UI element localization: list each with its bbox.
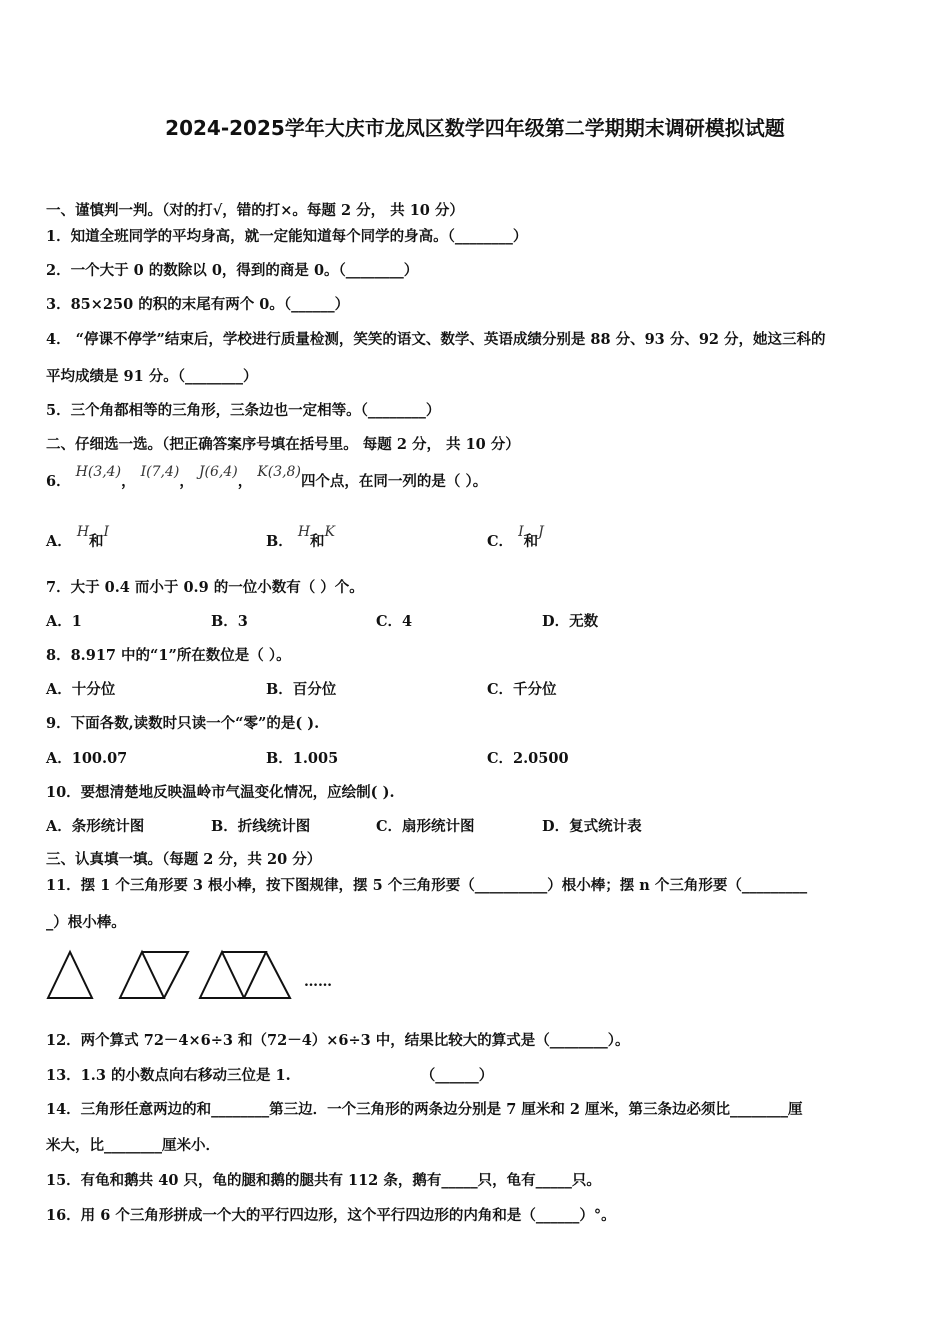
q10-option-b: B．折线统计图 <box>211 818 311 835</box>
question-4-line-2: 平均成绩是 91 分。（________） <box>46 368 258 385</box>
continuation-dots: …… <box>304 974 332 990</box>
page-title: 2024-2025学年大庆市龙凤区数学四年级第二学期期末调研模拟试题 <box>165 116 785 140</box>
q8-option-a: A．十分位 <box>46 681 116 698</box>
question-5: 5．三个角都相等的三角形，三条边也一定相等。（________） <box>46 402 441 419</box>
option-point: H <box>76 524 90 540</box>
section-1-heading: 一、谨慎判一判。（对的打√，错的打×。每题 2 分， 共 10 分） <box>46 202 464 219</box>
question-4-line-1: 4． “停课不停学”结束后，学校进行质量检测，笑笑的语文、数学、英语成绩分别是 88 分、93 分、92 分，她这三科的 <box>46 331 826 348</box>
question-13-blank: （______） <box>420 1067 494 1084</box>
question-6 <box>46 464 488 492</box>
q7-option-b: B．3 <box>211 613 248 630</box>
separator: ， <box>121 473 136 490</box>
q9-option-c: C．2.0500 <box>487 750 569 767</box>
q7-option-c: C．4 <box>376 613 413 630</box>
option-label: B． <box>266 533 293 550</box>
triangle-figure-2 <box>120 952 188 998</box>
question-15: 15．有龟和鹅共 40 只，龟的腿和鹅的腿共有 112 条，鹅有_____只，龟有_____只。 <box>46 1172 601 1189</box>
question-9: 9．下面各数,读数时只读一个“零”的是( ). <box>46 715 320 732</box>
q10-option-d: D．复式统计表 <box>542 818 642 835</box>
q9-option-a: A．100.07 <box>46 750 128 767</box>
question-1: 1．知道全班同学的平均身高，就一定能知道每个同学的身高。（________） <box>46 228 528 245</box>
and-text: 和 <box>89 533 104 550</box>
question-13 <box>46 1066 493 1086</box>
triangle-figure-3 <box>200 952 290 998</box>
option-label: C． <box>487 533 514 550</box>
option-point: J <box>538 524 544 540</box>
section-3-heading: 三、认真填一填。（每题 2 分，共 20 分） <box>46 851 322 868</box>
option-point: I <box>103 524 110 540</box>
q6-option-a <box>46 524 110 552</box>
question-8: 8．8.917 中的“1”所在数位是（ ）。 <box>46 647 291 664</box>
q6-option-b <box>266 524 336 552</box>
question-14-line-1: 14．三角形任意两边的和________第三边．一个三角形的两条边分别是 7 厘米和 2 厘米，第三条边必须比________厘 <box>46 1101 803 1118</box>
point-h: H(3,4) <box>75 464 122 480</box>
separator: ， <box>237 473 253 490</box>
question-6-tail: 四个点，在同一列的是（ ）。 <box>300 473 488 490</box>
question-16: 16．用 6 个三角形拼成一个大的平行四边形，这个平行四边形的内角和是（______）°。 <box>46 1207 616 1224</box>
section-2-heading: 二、仔细选一选。（把正确答案序号填在括号里。 每题 2 分， 共 10 分） <box>46 436 520 453</box>
and-text: 和 <box>310 533 325 550</box>
question-3: 3．85×250 的积的末尾有两个 0。（______） <box>46 296 350 313</box>
q8-option-c: C．千分位 <box>487 681 557 698</box>
question-13-text: 13．1.3 的小数点向右移动三位是 1. <box>46 1067 291 1084</box>
q9-option-b: B．1.005 <box>266 750 339 767</box>
question-7: 7．大于 0.4 而小于 0.9 的一位小数有（ ）个。 <box>46 579 364 596</box>
and-text: 和 <box>523 533 539 550</box>
option-label: A． <box>46 533 72 550</box>
point-i: I(7,4) <box>140 464 180 480</box>
q10-option-c: C．扇形统计图 <box>376 818 475 835</box>
separator: ， <box>179 473 194 490</box>
q6-option-c <box>487 524 544 552</box>
point-k: K(3,8) <box>257 464 301 480</box>
triangle-figure-1 <box>48 952 92 998</box>
option-point: K <box>324 524 336 540</box>
question-10: 10．要想清楚地反映温岭市气温变化情况，应绘制( ). <box>46 784 395 801</box>
q10-option-a: A．条形统计图 <box>46 818 145 835</box>
point-j: J(6,4) <box>198 464 238 480</box>
question-2: 2．一个大于 0 的数除以 0，得到的商是 0。（________） <box>46 262 419 279</box>
q8-option-b: B．百分位 <box>266 681 337 698</box>
option-point: I <box>518 524 524 540</box>
q7-option-a: A．1 <box>46 613 82 630</box>
q7-option-d: D．无数 <box>542 613 599 630</box>
question-6-number: 6． <box>46 473 71 490</box>
question-12: 12．两个算式 72－4×6÷3 和（72－4）×6÷3 中，结果比较大的算式是（________）。 <box>46 1032 630 1049</box>
question-11-line-1: 11．摆 1 个三角形要 3 根小棒，按下图规律，摆 5 个三角形要（__________）根小棒；摆 n 个三角形要（_________ <box>46 877 808 894</box>
option-point: H <box>297 524 311 540</box>
triangle-pattern-figure <box>44 948 304 1002</box>
question-14-line-2: 米大，比________厘米小． <box>46 1137 220 1154</box>
question-11-line-2: _）根小棒。 <box>46 914 126 931</box>
